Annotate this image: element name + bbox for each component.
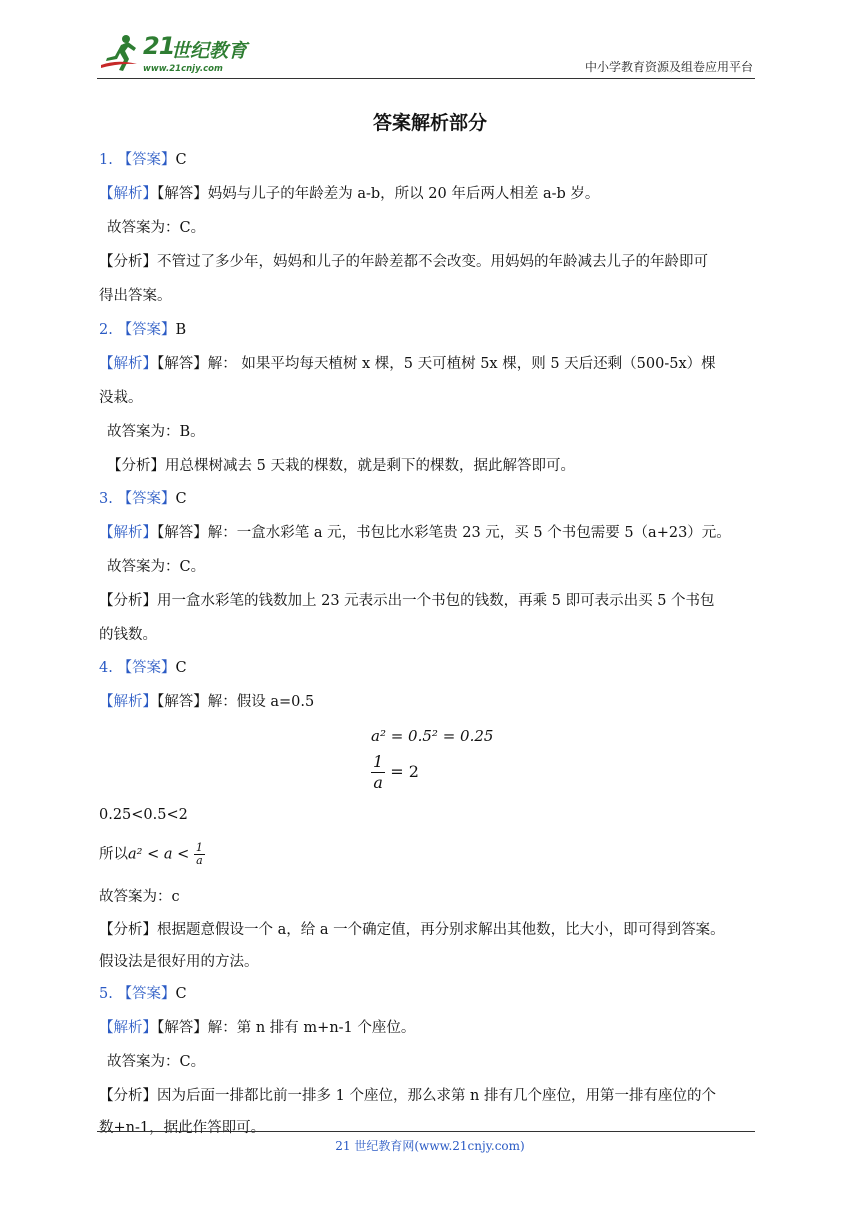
conclusion: 故答案为：C。 <box>107 1054 206 1070</box>
explanation-text: 【解答】解： 如果平均每天植树 x 棵，5 天可植树 5x 棵，则 5 天后还剩（500-5x）棵 <box>157 356 716 372</box>
answer-value: B <box>175 322 187 338</box>
logo-url: www.21cnjy.com <box>143 64 223 74</box>
analysis-line: 【分析】根据题意假设一个 a，给 a 一个确定值，再分别求解出其他数，比大小，即可得到答案。 <box>99 922 725 938</box>
explanation-line <box>99 354 759 374</box>
analysis-line: 得出答案。 <box>99 288 172 304</box>
answer-label: 5. 【答案】 <box>99 986 176 1002</box>
analysis-line: 的钱数。 <box>99 627 157 643</box>
answer-value: C <box>175 986 187 1002</box>
answer-value: C <box>175 660 187 676</box>
runner-logo-icon <box>97 32 143 74</box>
explanation-line <box>99 1018 759 1038</box>
page-title: 答案解析部分 <box>372 112 487 134</box>
conclusion: 故答案为：C。 <box>107 559 206 575</box>
logo-text: 世纪教育 <box>171 40 248 62</box>
fraction-denominator: a <box>196 854 203 867</box>
conclusion-inequality <box>99 842 759 867</box>
equation-square: a² = 0.5² = 0.25 <box>371 727 494 745</box>
equation-rhs: = 2 <box>390 762 419 781</box>
jiexi-tag: 【解析】 <box>99 525 157 541</box>
explanation-text: 【解答】妈妈与儿子的年龄差为 a-b，所以 20 年后两人相差 a-b 岁。 <box>157 186 600 202</box>
fraction <box>194 842 205 867</box>
explanation-line <box>99 692 759 712</box>
analysis-line: 【分析】用总棵树减去 5 天栽的棵数，就是剩下的棵数，据此解答即可。 <box>107 458 575 474</box>
answer-line-2 <box>99 320 759 340</box>
answer-value: C <box>175 152 187 168</box>
logo <box>97 32 267 76</box>
page-header <box>97 30 755 79</box>
fraction <box>371 752 385 793</box>
jiexi-tag: 【解析】 <box>99 694 157 710</box>
answer-line-1 <box>99 150 759 170</box>
fraction-numerator: 1 <box>373 752 384 771</box>
analysis-line: 假设法是很好用的方法。 <box>99 954 259 970</box>
fraction-numerator: 1 <box>195 841 203 854</box>
analysis-line: 【分析】因为后面一排都比前一排多 1 个座位，那么求第 n 排有几个座位，用第一排有座位的个 <box>99 1088 716 1104</box>
answer-label: 3. 【答案】 <box>99 491 176 507</box>
conclusion: 故答案为：c <box>99 889 180 905</box>
analysis-line: 【分析】用一盒水彩笔的钱数加上 23 元表示出一个书包的钱数，再乘 5 即可表示出买 5 个书包 <box>99 593 715 609</box>
jiexi-tag: 【解析】 <box>99 356 157 372</box>
explanation-text: 【解答】解：一盒水彩笔 a 元，书包比水彩笔贵 23 元，买 5 个书包需要 5（a+23）元。 <box>157 525 731 541</box>
logo-number: 21 <box>143 32 175 60</box>
explanation-text: 【解答】解：假设 a=0.5 <box>157 694 315 710</box>
explanation-text: 【解答】解：第 n 排有 m+n-1 个座位。 <box>157 1020 416 1036</box>
equation-reciprocal <box>371 752 860 793</box>
jiexi-tag: 【解析】 <box>99 186 157 202</box>
inequality-expr: a² < a < <box>128 846 194 863</box>
answer-label: 2. 【答案】 <box>99 322 176 338</box>
comparison: 0.25<0.5<2 <box>99 807 188 823</box>
analysis-line: 【分析】不管过了多少年，妈妈和儿子的年龄差都不会改变。用妈妈的年龄减去儿子的年龄即可 <box>99 254 708 270</box>
footer-link[interactable]: 21 世纪教育网(www.21cnjy.com) <box>335 1139 525 1153</box>
fraction-denominator: a <box>373 773 383 792</box>
analysis-line: 数+n-1，据此作答即可。 <box>99 1120 266 1136</box>
answer-label: 1. 【答案】 <box>99 152 176 168</box>
answer-value: C <box>175 491 187 507</box>
answer-line-4 <box>99 658 759 678</box>
platform-name: 中小学教育资源及组卷应用平台 <box>584 60 753 74</box>
explanation-line <box>99 523 759 543</box>
answer-line-5 <box>99 984 759 1004</box>
jiexi-tag: 【解析】 <box>99 1020 157 1036</box>
footer-divider <box>97 1131 755 1132</box>
conclusion: 故答案为：C。 <box>107 220 206 236</box>
explanation-line: 没栽。 <box>99 390 143 406</box>
so-prefix: 所以 <box>99 846 128 863</box>
explanation-line <box>99 184 759 204</box>
answer-line-3 <box>99 489 759 509</box>
answer-label: 4. 【答案】 <box>99 660 176 676</box>
conclusion: 故答案为：B。 <box>107 424 205 440</box>
